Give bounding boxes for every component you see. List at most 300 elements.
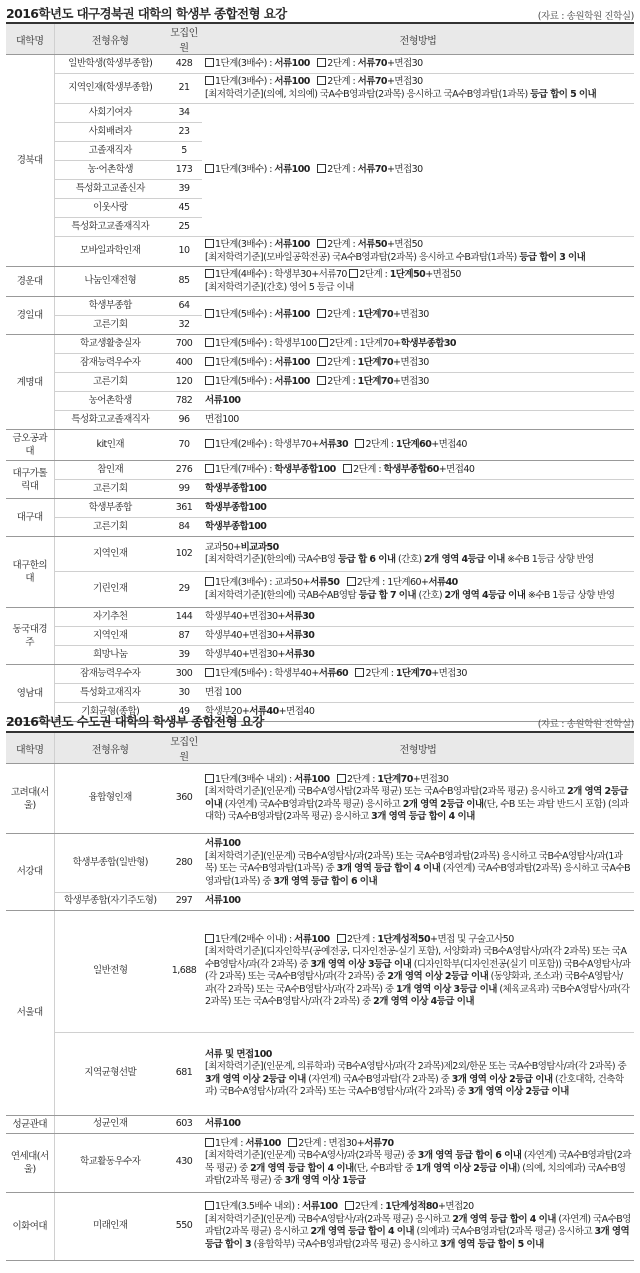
method-text: [최저학력기준](인문계) 국B수A영탐사/과(2과목) 또는 국A수B영과탐(2과목) 응시하고 국B수A영탐사/과(1과목) 또는 국A수B영과탐(1과목) 중 — [205, 850, 623, 874]
admission-type: 특성화고교졸신자 — [54, 180, 166, 199]
table-row — [6, 537, 634, 572]
quota: 96 — [166, 411, 202, 430]
method-text: (단, 수B과탐 중 — [353, 1162, 416, 1174]
method-line — [205, 58, 631, 71]
method-text: 학생부40+면접30+ — [205, 629, 285, 641]
method-line — [205, 590, 631, 603]
quota: 102 — [166, 537, 202, 572]
checkbox-square-icon — [317, 76, 326, 85]
method-line — [205, 76, 631, 89]
admission-type: 특성화고재직자 — [54, 684, 166, 703]
admission-type: 농·어촌학생 — [54, 161, 166, 180]
method-text: [최저학력기준](인문계) 국B수A영사/과(2과목 평균) 중 — [205, 1150, 418, 1161]
method-emphasis: 서류100 — [274, 76, 310, 87]
method-text: (체육교육과) 국B수A영탐사/과(각 2과목) 또는 국A수B영탐사/과(각 2과목) 중 — [205, 983, 630, 1007]
university-name: 대구가톨릭대 — [6, 461, 54, 499]
admission-type: 융합형인재 — [54, 764, 166, 834]
method-emphasis: 서류100 — [274, 356, 310, 368]
method-text: +면접30 — [431, 667, 467, 679]
quota: 280 — [166, 834, 202, 893]
method-text: 2단계 : — [327, 356, 358, 368]
method-text: 1단계(3배수) : — [215, 239, 275, 250]
method-emphasis: 서류60 — [318, 667, 349, 679]
quota: 25 — [166, 218, 202, 237]
method-emphasis: 2개 영역 4등급 이내 — [424, 554, 505, 565]
method-emphasis: 1단계70 — [357, 309, 394, 321]
selection-method — [202, 499, 634, 518]
admissions-table-daegu-gyeongbuk — [6, 22, 634, 722]
quota: 276 — [166, 461, 202, 480]
quota: 361 — [166, 499, 202, 518]
method-line — [205, 521, 631, 534]
selection-method — [202, 267, 634, 297]
method-emphasis: 2개 영역 이상 2등급 이내 — [387, 971, 489, 982]
quota: 21 — [166, 74, 202, 104]
method-text: +면접40 — [431, 438, 467, 450]
selection-method — [202, 480, 634, 499]
quota: 70 — [166, 430, 202, 461]
table-row — [6, 461, 634, 480]
checkbox-square-icon — [205, 58, 214, 67]
method-text: (단, 수B 또는 과탐 반드시 포함) (의과대학) 국A수B영과탐(2과목 평균) 응시하고 — [205, 798, 629, 822]
selection-method — [202, 411, 634, 430]
university-name: 경북대 — [6, 55, 54, 267]
column-header: 전형유형 — [54, 732, 166, 764]
quota: 5 — [166, 142, 202, 161]
checkbox-square-icon — [345, 1201, 354, 1210]
section-2-header — [6, 712, 634, 730]
method-text: 1단계(3배수) : — [215, 57, 275, 69]
table-row — [6, 335, 634, 354]
method-line — [205, 239, 631, 252]
method-emphasis: 3개 영역 등급 합이 4 이내 — [336, 863, 441, 874]
method-emphasis: 3개 영역 등급 합이 3 — [205, 1226, 630, 1250]
method-text: 1단계(5배수) : 학생부40+ — [215, 667, 319, 679]
method-line — [205, 946, 631, 1009]
admission-type: 희망나눔 — [54, 646, 166, 665]
method-emphasis: 서류30 — [284, 629, 315, 641]
table-row — [6, 430, 634, 461]
method-emphasis: 서류100 — [274, 375, 310, 387]
method-text: 1단계(3배수) : — [215, 76, 275, 87]
column-header: 대학명 — [6, 732, 54, 764]
quota: 85 — [166, 267, 202, 297]
method-text: (자연계) 국A수B영과탐(2과목 평균) 응시하고 — [205, 1213, 631, 1237]
university-name: 서울대 — [6, 910, 54, 1115]
method-text: ※수B 1등급 상향 반영 — [504, 554, 594, 565]
quota: 400 — [166, 354, 202, 373]
column-header: 모집인원 — [166, 732, 202, 764]
method-line — [205, 89, 631, 102]
section-1-header — [6, 4, 634, 22]
method-line — [205, 338, 631, 351]
method-text: 1단계(3배수 내외) : — [215, 773, 295, 785]
method-emphasis: 3개 영역 이상 1등급 — [284, 1175, 366, 1186]
method-text: +면접30 — [393, 309, 429, 321]
university-name: 이화여대 — [6, 1192, 54, 1260]
admission-type: 고른기회 — [54, 518, 166, 537]
table-row — [6, 411, 634, 430]
method-text: [최저학력기준](인문계) 국B수A영사탐(2과목 평균) 또는 국A수B영과탐(2과목 평균) 응시하고 — [205, 786, 568, 797]
method-text: (간호대학, 건축학과) 국B수A영탐사/과(각 2과목) 또는 국A수B영탐사/과(각 2과목) 중 — [205, 1073, 624, 1097]
selection-method — [202, 335, 634, 354]
checkbox-square-icon — [355, 668, 364, 677]
method-emphasis: 서류100 — [205, 394, 241, 406]
selection-method — [202, 1192, 634, 1260]
method-emphasis: 1단계70 — [357, 356, 394, 368]
selection-method — [202, 430, 634, 461]
checkbox-square-icon — [205, 1201, 214, 1210]
checkbox-square-icon — [205, 338, 214, 347]
university-name: 계명대 — [6, 335, 54, 430]
table-row — [6, 910, 634, 1032]
checkbox-square-icon — [347, 577, 356, 586]
method-line — [205, 687, 631, 700]
method-line — [205, 668, 631, 681]
checkbox-square-icon — [205, 376, 214, 385]
admission-type: 기회균형(종합) — [54, 703, 166, 722]
selection-method — [202, 1032, 634, 1115]
method-text: +면접40 — [438, 463, 475, 475]
table-row — [6, 104, 634, 123]
method-line — [205, 838, 631, 851]
university-name: 대구대 — [6, 499, 54, 537]
method-emphasis: 2개 영역 등급 합이 4 이내 — [310, 1226, 415, 1237]
quota: 39 — [166, 646, 202, 665]
method-text: +면접30 — [412, 773, 449, 785]
university-name: 경일대 — [6, 297, 54, 335]
method-line — [205, 542, 631, 555]
selection-method — [202, 764, 634, 834]
method-text: [최저학력기준](인문계) 국B수A영탐사/과(2과목 평균) 응시하고 — [205, 1213, 453, 1225]
admission-type: 모바일과학인재 — [54, 237, 166, 267]
admission-type: 잠재능력우수자 — [54, 354, 166, 373]
admission-type: 지역인재 — [54, 537, 166, 572]
method-text: 2단계 : — [359, 269, 390, 280]
column-header: 전형방법 — [202, 23, 634, 55]
column-header: 모집인원 — [166, 23, 202, 55]
university-name: 영남대 — [6, 665, 54, 722]
method-line — [205, 1118, 631, 1131]
admission-type: 성균인재 — [54, 1115, 166, 1133]
table-row — [6, 665, 634, 684]
admission-type: 미래인재 — [54, 1192, 166, 1260]
method-text: 1단계(3배수) : — [215, 163, 275, 175]
method-line — [205, 786, 631, 824]
method-line — [205, 309, 631, 322]
method-line — [205, 164, 631, 177]
quota: 430 — [166, 1133, 202, 1192]
university-name: 서강대 — [6, 834, 54, 911]
quota: 34 — [166, 104, 202, 123]
admission-type: 학교생활충실자 — [54, 335, 166, 354]
method-text: 2단계 : 면접30+ — [298, 1137, 365, 1149]
method-text: ※수B 1등급 상향 반영 — [525, 589, 615, 601]
checkbox-square-icon — [317, 309, 326, 318]
university-name: 성균관대 — [6, 1115, 54, 1133]
method-text: +면접30 — [386, 163, 423, 175]
method-emphasis: 학생부종합100 — [205, 501, 267, 513]
university-name: 금오공과대 — [6, 430, 54, 461]
method-text: +면접30 — [393, 375, 429, 387]
method-emphasis: 서류70 — [357, 76, 387, 87]
checkbox-square-icon — [205, 464, 214, 473]
method-text: ) (의예, 치의예과) 국A수B영과탐(2과목 평균) 중 — [205, 1162, 626, 1186]
method-text: 2단계 : — [353, 463, 384, 475]
method-line — [205, 1049, 631, 1062]
admission-type: 지역인재(학생부종합) — [54, 74, 166, 104]
method-line — [205, 1201, 631, 1214]
table-row — [6, 1032, 634, 1115]
method-emphasis: 학생부종합100 — [205, 520, 267, 532]
admission-type: 고졸재직자 — [54, 142, 166, 161]
method-emphasis: 3개 영역 이상 2등급 이내 — [451, 1073, 553, 1085]
table-row — [6, 1133, 634, 1192]
selection-method — [202, 55, 634, 74]
method-text: [최저학력기준](간호) 영어 5 등급 이내 — [205, 281, 354, 293]
selection-method — [202, 684, 634, 703]
column-header: 전형유형 — [54, 23, 166, 55]
quota: 99 — [166, 480, 202, 499]
selection-method — [202, 354, 634, 373]
method-line — [205, 483, 631, 496]
method-text: 1단계(3배수) : 교과50+ — [215, 577, 311, 588]
checkbox-square-icon — [205, 774, 214, 783]
checkbox-square-icon — [317, 58, 326, 67]
quota: 49 — [166, 703, 202, 722]
method-emphasis: 서류100 — [274, 163, 310, 175]
method-text: 1단계(5배수) : 학생부100 — [215, 337, 320, 349]
selection-method — [202, 910, 634, 1032]
quota: 10 — [166, 237, 202, 267]
method-emphasis: 1개 영역 이상 3등급 이내 — [396, 983, 497, 995]
checkbox-square-icon — [317, 239, 326, 248]
method-emphasis: 학생부종합60 — [383, 463, 439, 475]
method-emphasis: 2개 영역 4등급 이내 — [444, 589, 526, 601]
quota: 603 — [166, 1115, 202, 1133]
checkbox-square-icon — [319, 338, 328, 347]
admission-type: kit인재 — [54, 430, 166, 461]
university-name: 대구한의대 — [6, 537, 54, 608]
method-line — [205, 1061, 631, 1099]
table-row — [6, 55, 634, 74]
method-text: +면접50 — [386, 239, 423, 250]
method-line — [205, 554, 631, 567]
table-row — [6, 392, 634, 411]
method-text: (자연계) 국A수B영과탐(2과목) 응시하고 국A수B영과탐(1과목) 중 — [205, 863, 631, 887]
selection-method — [202, 373, 634, 392]
method-text: 2단계 : — [365, 438, 396, 450]
table-row — [6, 480, 634, 499]
method-emphasis: 1단계70 — [395, 667, 432, 679]
method-emphasis: 2개 영역 2등급 이내 — [402, 798, 484, 810]
quota: 45 — [166, 199, 202, 218]
method-text: 2단계 : — [346, 933, 378, 945]
method-line — [205, 464, 631, 477]
method-text: (동양화과, 조소과) 국B수A영탐사/과(각 2과목) 또는 국A수B영탐사/과(각 2과목) 중 — [205, 971, 623, 995]
table-row — [6, 764, 634, 834]
admission-type: 참인재 — [54, 461, 166, 480]
checkbox-square-icon — [205, 164, 214, 173]
method-text: 1단계 : — [215, 1137, 246, 1149]
method-emphasis: 서류100 — [294, 933, 330, 945]
method-text: 학생부40+면접30+ — [205, 610, 285, 622]
selection-method — [202, 572, 634, 608]
method-emphasis: 3개 영역 등급 합이 6 이내 — [273, 875, 378, 887]
table-row — [6, 499, 634, 518]
selection-method — [202, 646, 634, 665]
quota: 300 — [166, 665, 202, 684]
table-row — [6, 74, 634, 104]
method-text: 면접100 — [205, 413, 239, 425]
method-line — [205, 414, 631, 427]
method-emphasis: 2개 영역 이상 4등급 이내 — [373, 996, 474, 1007]
method-emphasis: 2개 영역 2등급 이내 — [205, 786, 628, 810]
method-line — [205, 502, 631, 515]
checkbox-square-icon — [349, 269, 358, 278]
quota: 428 — [166, 55, 202, 74]
method-emphasis: 1단계60 — [395, 438, 432, 450]
method-text: 2단계 : — [346, 773, 378, 785]
admission-type: 일반학생(학생부종합) — [54, 55, 166, 74]
method-emphasis: 서류50 — [310, 577, 340, 588]
method-text: +면접30 — [393, 356, 429, 368]
method-emphasis: 서류100 — [274, 57, 310, 69]
method-emphasis: 등급 합이 5 이내 — [530, 88, 597, 100]
method-emphasis: 서류100 — [205, 895, 241, 906]
quota: 29 — [166, 572, 202, 608]
admission-type: 고른기회 — [54, 480, 166, 499]
selection-method — [202, 1115, 634, 1133]
method-emphasis: 1단계성적50 — [377, 933, 431, 945]
method-text: 2단계 : — [365, 667, 396, 679]
method-emphasis: 서류40 — [428, 577, 458, 588]
table-row — [6, 572, 634, 608]
method-emphasis: 등급 합 6 이내 — [338, 554, 396, 565]
method-line — [205, 269, 631, 282]
method-line — [205, 851, 631, 889]
method-text: 2단계 : — [327, 309, 358, 321]
method-line — [205, 774, 631, 787]
method-text: 1단계(5배수) : — [215, 375, 275, 387]
method-text: (자연계) 국A수B영과탐(2과목 평균) 응시하고 — [222, 798, 403, 810]
method-text: 2단계 : — [327, 76, 358, 87]
table-row — [6, 893, 634, 911]
checkbox-square-icon — [317, 164, 326, 173]
method-emphasis: 1단계70 — [357, 375, 394, 387]
checkbox-square-icon — [205, 309, 214, 318]
method-text: 교과50+ — [205, 541, 241, 553]
table-row — [6, 518, 634, 537]
method-text: 2단계 : — [354, 1201, 386, 1212]
method-text: [최저학력기준](인문계, 의류학과) 국B수A영탐사/과(각 2과목)제2외/한문 또는 국A수B영탐사/과(각 2과목) 중 — [205, 1061, 627, 1072]
method-text: +면접 및 구술고사50 — [430, 933, 514, 945]
quota: 681 — [166, 1032, 202, 1115]
admission-type: 기린인재 — [54, 572, 166, 608]
method-emphasis: 3개 영역 등급 합이 6 이내 — [417, 1150, 522, 1161]
selection-method — [202, 627, 634, 646]
method-line — [205, 1150, 631, 1188]
method-line — [205, 577, 631, 590]
checkbox-square-icon — [205, 76, 214, 85]
method-line — [205, 649, 631, 662]
admission-type: 학생부종합 — [54, 499, 166, 518]
method-text: 1단계(2배수 이내) : — [215, 933, 295, 945]
section-2-title: 2016학년도 수도권 대학의 학생부 종합전형 요강 — [6, 714, 264, 729]
checkbox-square-icon — [288, 1138, 297, 1147]
method-text: (간호) — [416, 589, 445, 601]
method-emphasis: 등급 합이 3 이내 — [519, 251, 586, 263]
method-text: 1단계(2배수) : 학생부70+ — [215, 438, 319, 450]
checkbox-square-icon — [317, 357, 326, 366]
checkbox-square-icon — [317, 376, 326, 385]
table-row — [6, 354, 634, 373]
method-text: 1단계(7배수) : — [215, 463, 275, 475]
quota: 550 — [166, 1192, 202, 1260]
method-emphasis: 서류50 — [357, 239, 387, 250]
method-emphasis: 서류100 — [274, 239, 310, 250]
method-text: (의예과) 국A수B영과탐(2과목 평균) 응시하고 — [414, 1226, 595, 1237]
method-emphasis: 1단계성적80 — [385, 1201, 438, 1212]
method-text: 학생부20+ — [205, 705, 250, 717]
quota: 64 — [166, 297, 202, 316]
admission-type: 자기추천 — [54, 608, 166, 627]
quota: 700 — [166, 335, 202, 354]
table-row — [6, 684, 634, 703]
method-text: +면접30 — [386, 57, 423, 69]
method-text: 2단계 : — [327, 163, 358, 175]
table-row — [6, 297, 634, 316]
table-row — [6, 373, 634, 392]
selection-method — [202, 104, 634, 237]
method-line — [205, 357, 631, 370]
table-row — [6, 1115, 634, 1133]
method-emphasis: 등급 합 7 이내 — [358, 589, 417, 601]
quota: 23 — [166, 123, 202, 142]
section-2-source: (자료 : 송원학원 진학실) — [537, 719, 634, 730]
admission-type: 이웃사랑 — [54, 199, 166, 218]
admission-type: 지역인재 — [54, 627, 166, 646]
quota: 297 — [166, 893, 202, 911]
admission-type: 고른기회 — [54, 373, 166, 392]
method-emphasis: 서류30 — [318, 438, 349, 450]
method-text: [최저학력기준](한의예) 국AB수AB영탐 — [205, 589, 359, 601]
method-text: +면접40 — [278, 705, 315, 717]
method-emphasis: 1단계70 — [377, 773, 413, 785]
selection-method — [202, 834, 634, 893]
method-line — [205, 1138, 631, 1151]
table-row — [6, 646, 634, 665]
quota: 87 — [166, 627, 202, 646]
method-emphasis: 서류 및 면접100 — [205, 1048, 272, 1060]
admission-type: 고른기회 — [54, 316, 166, 335]
admission-type: 학생부종합(일반형) — [54, 834, 166, 893]
method-emphasis: 2개 영역 등급 합이 4 이내 — [250, 1162, 354, 1174]
method-text: 1단계(3.5배수 내외) : — [215, 1201, 303, 1212]
quota: 360 — [166, 764, 202, 834]
method-emphasis: 2개 영역 등급 합이 4 이내 — [452, 1213, 556, 1225]
checkbox-square-icon — [337, 774, 346, 783]
method-line — [205, 630, 631, 643]
method-emphasis: 서류100 — [205, 1117, 241, 1129]
selection-method — [202, 461, 634, 480]
method-text: [최저학력기준](의예, 치의예) 국A수B영과탐(2과목) 응시하고 국A수B영과탐(1과목) — [205, 88, 531, 100]
method-line — [205, 895, 631, 908]
method-emphasis: 서류30 — [284, 610, 315, 622]
university-name: 연세대(서울) — [6, 1133, 54, 1192]
selection-method — [202, 237, 634, 267]
method-emphasis: 3개 영역 등급 합이 4 이내 — [371, 811, 475, 822]
